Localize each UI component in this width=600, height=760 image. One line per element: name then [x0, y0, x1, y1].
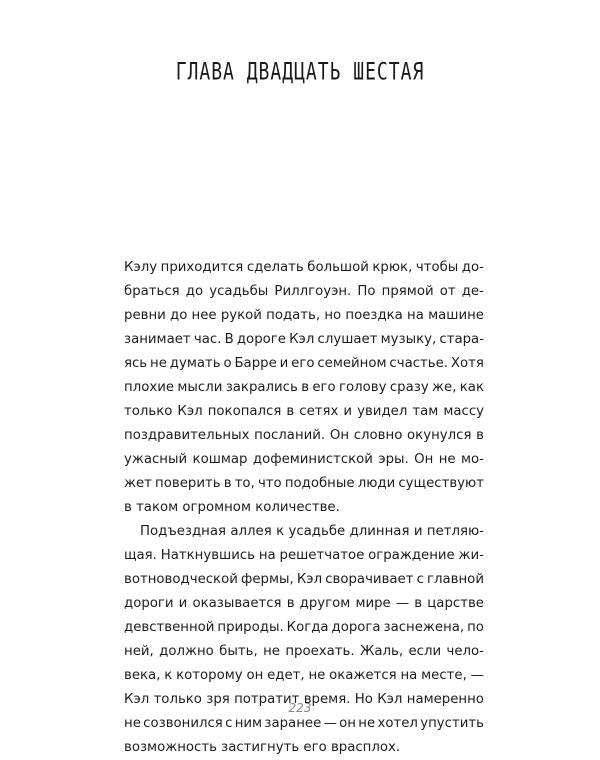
text-line: дороги и оказывается в другом мире — в царстве	[124, 596, 484, 611]
text-line: только Кэл покопался в сетях и увидел там массу	[124, 404, 484, 419]
text-line: поздравительных посланий. Он словно окунулся в	[124, 428, 484, 443]
text-line: Подъездная аллея к усадьбе длинная и петляю-	[140, 524, 484, 539]
text-line: жет поверить в то, что подобные люди существуют	[124, 476, 484, 491]
text-line: ней, должно быть, не проехать. Жаль, если чело-	[124, 644, 484, 659]
page-number: 223	[288, 701, 312, 715]
text-line: возможность застигнуть его врасплох.	[124, 740, 401, 755]
paragraph	[124, 520, 484, 760]
paragraph	[124, 256, 484, 520]
text-line: ясь не думать о Барре и его семейном счастье. Хотя	[124, 356, 484, 371]
text-line: занимает час. В дороге Кэл слушает музыку, стара-	[124, 332, 484, 347]
text-line: вотноводческой фермы, Кэл сворачивает с главной	[124, 572, 484, 587]
text-line: Кэлу приходится сделать большой крюк, чтобы до-	[124, 260, 484, 275]
body-text	[124, 256, 484, 760]
text-line: Кэл только зря потратит время. Но Кэл намеренно	[124, 692, 484, 707]
text-line: щая. Наткнувшись на решетчатое ограждение жи-	[124, 548, 484, 563]
text-line: браться до усадьбы Риллгоуэн. По прямой от де-	[124, 284, 484, 299]
chapter-title: ГЛАВА ДВАДЦАТЬ ШЕСТАЯ	[175, 58, 425, 87]
text-line: девственной природы. Когда дорога заснежена, по	[124, 620, 484, 635]
text-line: не созвонился с ним заранее — он не хотел упустить	[124, 716, 484, 731]
text-line: века, к которому он едет, не окажется на месте, —	[124, 668, 484, 683]
text-line: ужасный кошмар дофеминистской эры. Он не мо-	[124, 452, 484, 467]
text-line: в таком огромном количестве.	[124, 500, 340, 515]
text-line: плохие мысли закрались в его голову сразу же, как	[124, 380, 484, 395]
text-line: ревни до нее рукой подать, но поездка на машине	[124, 308, 484, 323]
